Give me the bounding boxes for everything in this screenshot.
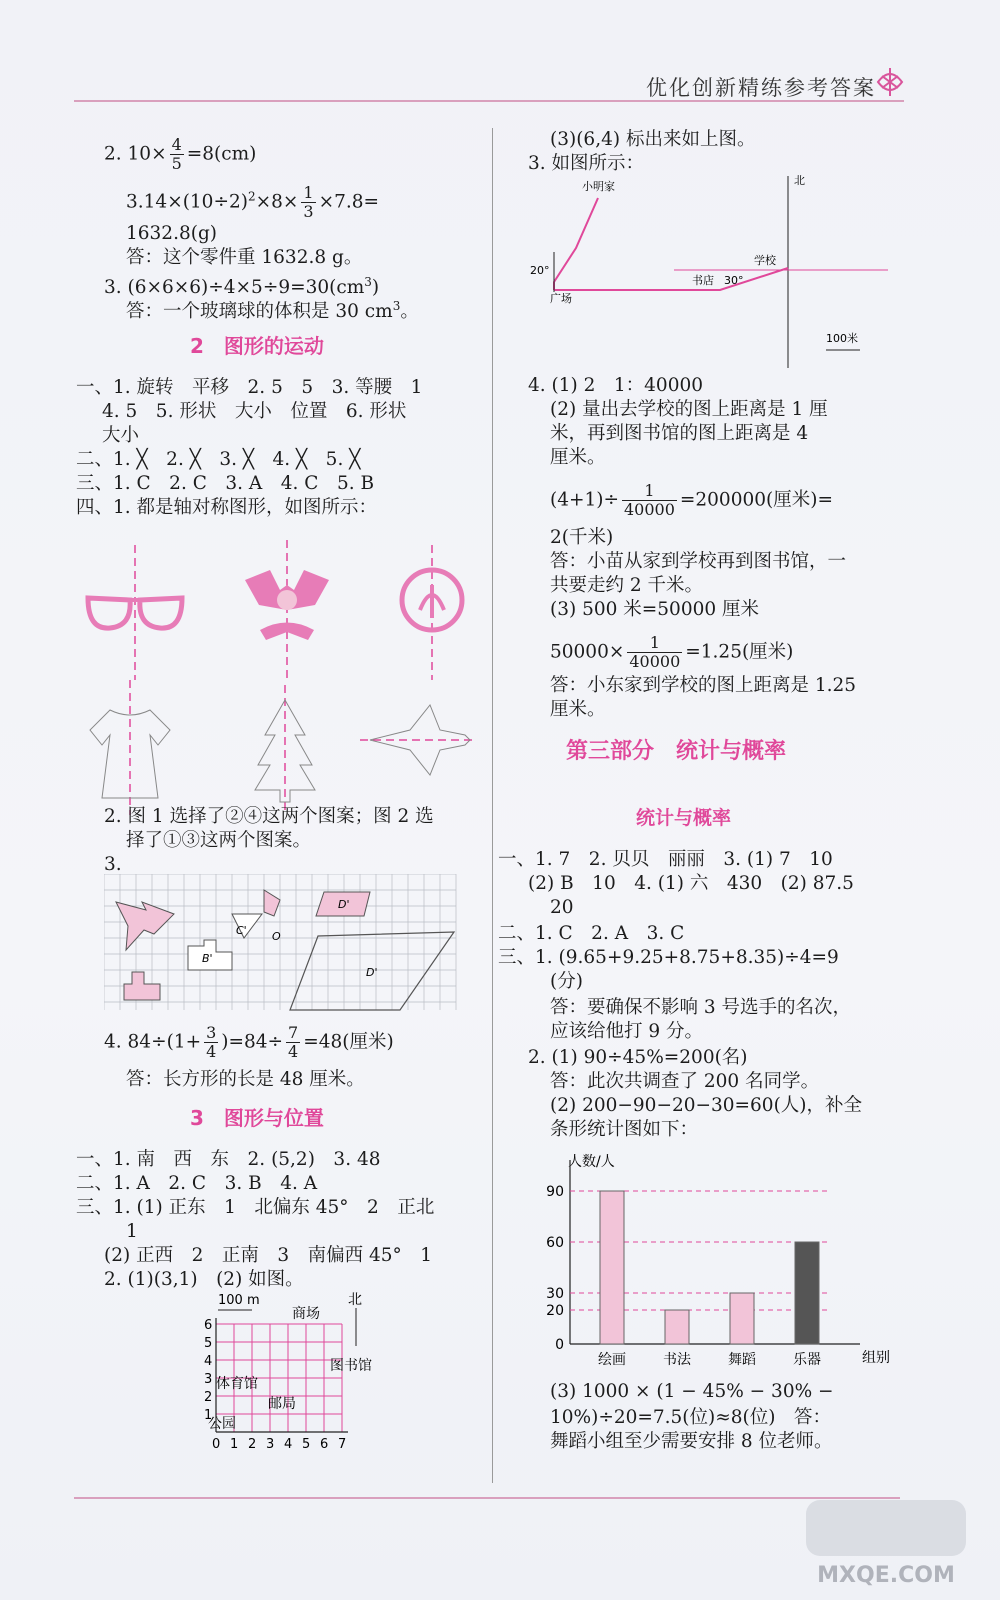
answer-line: (2) 正西 2 正南 3 南偏西 45° 1 — [104, 1245, 433, 1266]
label-b-prime: B' — [202, 952, 213, 965]
label-o: O — [272, 930, 281, 943]
header-title: 优化创新精练参考答案 — [646, 76, 876, 100]
answer-line: 2. (1)(3,1) (2) 如图。 — [104, 1269, 304, 1290]
section-title: 3 图形与位置 — [190, 1106, 324, 1130]
answer-line: (3)(6,4) 标出来如上图。 — [550, 129, 756, 150]
answer-line: 一、1. 7 2. 贝贝 丽丽 3. (1) 7 10 — [498, 849, 833, 870]
label-park: 公园 — [208, 1416, 236, 1432]
header-rule — [74, 100, 904, 102]
answer-line: 1632.8(g) — [126, 223, 218, 244]
bar-绘画 — [600, 1191, 624, 1344]
answer-line: 应该给他打 9 分。 — [550, 1021, 704, 1042]
watermark-text: MXQE.COM — [817, 1563, 955, 1588]
map-xtick: 3 — [266, 1437, 275, 1452]
shape-a — [116, 902, 174, 950]
label-school: 学校 — [754, 254, 776, 267]
answer-line: 50000× $\frac{1}{40000}$ =1.25(厘米) — [550, 633, 794, 671]
x-tick-label: 绘画 — [598, 1352, 626, 1368]
y-tick-label: 90 — [546, 1184, 564, 1200]
answer-line: 3. 如图所示： — [528, 153, 645, 174]
label-bookstore: 书店 — [692, 274, 714, 287]
footer-rule — [74, 1497, 900, 1499]
answer-line: 答：小东家到学校的图上距离是 1.25 — [550, 675, 857, 696]
answer-line: 二、1. C 2. A 3. C — [498, 923, 685, 944]
label-c-prime: C' — [236, 924, 247, 937]
map-xtick: 4 — [284, 1437, 293, 1452]
map-ytick: 5 — [204, 1336, 213, 1351]
answer-line: 3. — [104, 854, 122, 875]
label-angle-20: 20° — [530, 264, 550, 277]
answer-line: $3.14\times(10\div 2)^2\times 8\times$ $\frac{1}{3}$ ×7.8= — [126, 183, 379, 221]
part-title: 第三部分 统计与概率 — [566, 739, 787, 764]
coordinate-map — [196, 1288, 426, 1488]
route-diagram — [524, 172, 894, 372]
label-scale: 100米 — [826, 332, 858, 345]
label-d-prime: D' — [366, 966, 378, 979]
column-divider — [492, 128, 493, 1483]
answer-line: 三、1. (1) 正东 1 北偏东 45° 2 正北 — [76, 1197, 435, 1218]
label-library: 图书馆 — [330, 1358, 372, 1374]
bar-舞蹈 — [730, 1293, 754, 1344]
plane-figure — [360, 705, 475, 775]
y-tick-label: 60 — [546, 1235, 564, 1251]
answer-line: 四、1. 都是轴对称图形，如图所示： — [76, 497, 378, 518]
answer-line: 答：这个零件重 1632.8 g。 — [126, 247, 363, 268]
bar-书法 — [665, 1310, 689, 1344]
map-xtick: 2 — [248, 1437, 257, 1452]
kite-figure — [245, 540, 329, 680]
answer-line: (4+1)÷ $\frac{1}{40000}$ =200000(厘米)= — [550, 481, 833, 519]
glasses-figure — [88, 545, 182, 680]
answer-line: (2) 200−90−20−30=60(人)，补全 — [550, 1095, 862, 1116]
answer-line: (3) 1000 × (1 − 45% − 30% − — [550, 1381, 834, 1402]
answer-line: 大小 — [102, 425, 140, 446]
section-title: 统计与概率 — [636, 807, 732, 829]
y-tick-label: 20 — [546, 1303, 564, 1319]
y-tick-label: 30 — [546, 1286, 564, 1302]
symmetry-figures — [80, 540, 480, 830]
watermark-logo — [786, 1492, 986, 1592]
label-north: 北 — [794, 174, 805, 187]
tree-figure — [255, 685, 315, 815]
label-post: 邮局 — [268, 1396, 296, 1412]
map-xtick: 1 — [230, 1437, 239, 1452]
answer-line: 1 — [126, 1221, 138, 1242]
answer-line: 2. 10× $\frac{4}{5}$ =8(cm) — [104, 135, 257, 173]
section-title: 2 图形的运动 — [190, 334, 324, 358]
answer-line: 舞蹈小组至少需要安排 8 位老师。 — [550, 1431, 833, 1452]
map-ytick: 3 — [204, 1372, 213, 1387]
answer-line: 条形统计图如下： — [550, 1119, 699, 1140]
answer-line: 三、1. C 2. C 3. A 4. C 5. B — [76, 473, 375, 494]
transform-grid-figure — [104, 874, 460, 1012]
label-gym: 体育馆 — [216, 1376, 258, 1392]
label-angle-30: 30° — [724, 274, 744, 287]
answer-line: 二、1. A 2. C 3. B 4. A — [76, 1173, 318, 1194]
answer-line: 4. (1) 2 1：40000 — [528, 375, 704, 396]
answer-line: 20 — [550, 897, 574, 918]
map-xtick: 5 — [302, 1437, 311, 1452]
answer-line: 答：此次共调查了 200 名同学。 — [550, 1071, 820, 1092]
answer-line: 米，再到图书馆的图上距离是 4 — [550, 423, 809, 444]
answer-line: 答：长方形的长是 48 厘米。 — [126, 1069, 365, 1090]
emblem-figure — [402, 545, 462, 680]
answer-line: 厘米。 — [550, 447, 606, 468]
label-mall: 商场 — [292, 1306, 320, 1322]
answer-line: 一、1. 南 西 东 2. (5,2) 3. 48 — [76, 1149, 381, 1170]
answer-line: 2. 图 1 选择了②④这两个图案；图 2 选 — [104, 806, 434, 827]
map-ytick: 2 — [204, 1390, 213, 1405]
answer-line: 二、1. ╳ 2. ╳ 3. ╳ 4. ╳ 5. ╳ — [76, 449, 361, 470]
answer-line: 3. $(6\times 6\times 6)\div 4\times 5\div 9=30(cm^3)$ — [104, 275, 380, 299]
map-ytick: 6 — [204, 1318, 213, 1333]
map-ytick: 4 — [204, 1354, 213, 1369]
x-tick-label: 舞蹈 — [728, 1352, 756, 1368]
bar-chart — [530, 1146, 910, 1376]
map-xtick: 0 — [212, 1437, 221, 1452]
y-tick-label: 0 — [555, 1337, 564, 1353]
answer-line: 择了①③这两个图案。 — [126, 830, 312, 851]
answer-line: 答：小苗从家到学校再到图书馆，一 — [550, 551, 847, 572]
answer-line: 2(千米) — [550, 527, 614, 548]
bar-乐器 — [795, 1242, 819, 1344]
map-xtick: 6 — [320, 1437, 329, 1452]
chart-xlabel: 组别 — [862, 1350, 890, 1366]
answer-line: (分) — [550, 971, 583, 992]
answer-line: 厘米。 — [550, 699, 606, 720]
label-plaza: 广场 — [550, 292, 572, 305]
answer-line: (2) B 10 4. (1) 六 430 (2) 87.5 — [528, 873, 854, 894]
x-tick-label: 书法 — [663, 1352, 691, 1368]
answer-line: (2) 量出去学校的图上距离是 1 厘 — [550, 399, 828, 420]
answer-line: 答：一个玻璃球的体积是 30 $cm^3$。 — [126, 299, 419, 323]
answer-line: (3) 500 米=50000 厘米 — [550, 599, 760, 620]
label-home: 小明家 — [582, 180, 615, 193]
answer-line: 10%)÷20=7.5(位)≈8(位) 答： — [550, 1407, 831, 1428]
chart-ylabel: 人数/人 — [568, 1154, 615, 1170]
answer-line: 一、1. 旋转 平移 2. 5 5 3. 等腰 1 — [76, 377, 423, 398]
answer-line: 三、1. (9.65+9.25+8.75+8.35)÷4=9 — [498, 947, 839, 968]
map-xtick: 7 — [338, 1437, 347, 1452]
shape-b — [124, 972, 160, 1000]
x-tick-label: 乐器 — [793, 1352, 821, 1368]
map-ytick: 1 — [204, 1408, 213, 1423]
label-north: 北 — [348, 1292, 362, 1308]
answer-line: 答：要确保不影响 3 号选手的名次， — [550, 997, 852, 1018]
route-school — [554, 268, 788, 290]
map-scale-label: 100 m — [218, 1293, 260, 1308]
shape-c-rot — [264, 890, 280, 916]
flower-icon — [870, 62, 910, 102]
answer-line: 2. (1) 90÷45%=200(名) — [528, 1047, 748, 1068]
answer-line: 4. 84÷(1+ $\frac{3}{4}$ )=84÷ $\frac{7}{4}$ =48(厘米) — [104, 1023, 394, 1061]
answer-line: 共要走约 2 千米。 — [550, 575, 704, 596]
answer-line: 4. 5 5. 形状 大小 位置 6. 形状 — [102, 401, 407, 422]
route-home — [554, 198, 598, 290]
dress-figure — [90, 680, 170, 815]
label-d: D' — [338, 898, 350, 911]
